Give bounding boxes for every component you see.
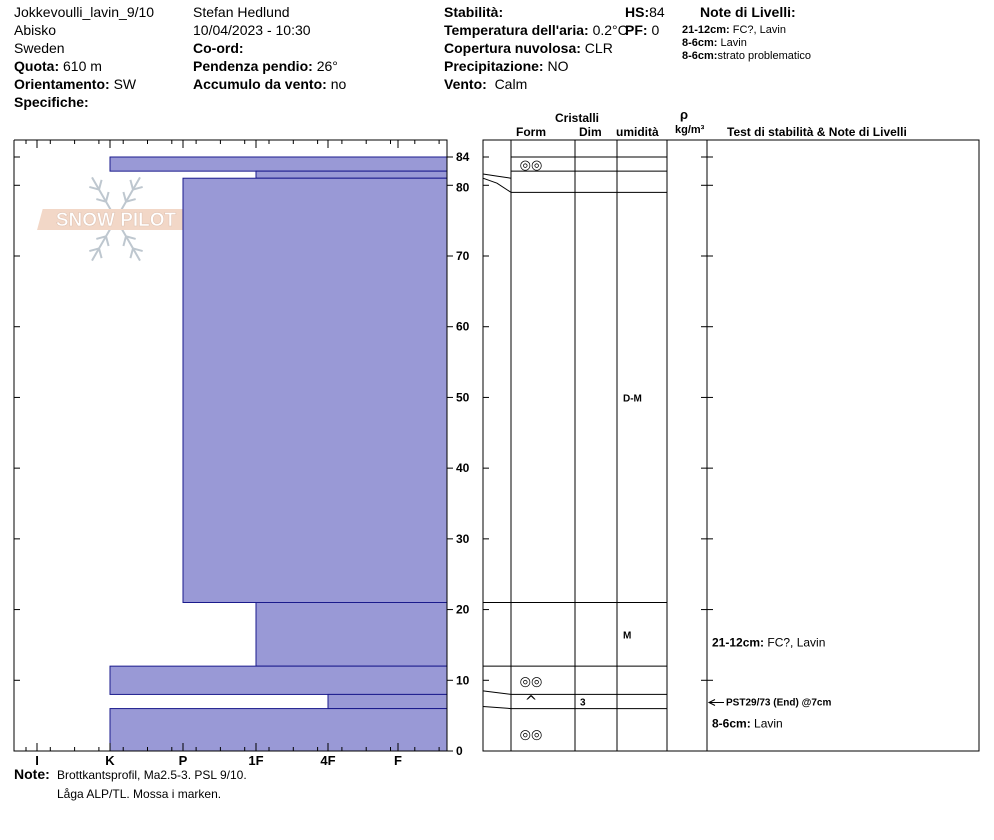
double-circle-icon: ◎◎ <box>519 674 543 690</box>
aspect: Orientamento: SW <box>14 76 137 92</box>
hardness-bar <box>328 694 447 708</box>
precipitation: Precipitazione: NO <box>444 58 569 74</box>
hardness-bar <box>110 666 447 694</box>
double-circle-icon: ◎◎ <box>519 158 543 174</box>
svg-text:SNOW PILOT: SNOW PILOT <box>55 210 177 231</box>
footer-notes-line-1: Brottkantsprofil, Ma2.5-3. PSL 9/10. <box>57 768 247 782</box>
height-tick-label: 80 <box>456 180 470 195</box>
height-tick-label: 84 <box>456 150 470 164</box>
hardness-bar <box>183 178 447 602</box>
snowflake-branch <box>130 248 133 258</box>
hardness-bar <box>110 709 447 751</box>
stability: Stabilità: <box>444 4 504 20</box>
grain-size-value: 3 <box>580 697 586 709</box>
height-tick-label: 20 <box>456 602 470 617</box>
height-tick-label: 10 <box>456 673 470 688</box>
hardness-tick-label: 4F <box>320 753 336 768</box>
hardness-bar <box>110 157 447 171</box>
density-unit-header: kg/m³ <box>675 124 705 136</box>
height-tick-label: 60 <box>456 319 470 334</box>
layer-note-1: 21-12cm: FC?, Lavin <box>682 24 786 36</box>
layer-connector-line <box>483 691 511 695</box>
elevation: Quota: 610 m <box>14 58 102 74</box>
snowflake-branch <box>106 192 109 202</box>
stability-notes-header: Test di stabilità & Note di Livelli <box>727 125 907 139</box>
snowflake-branch <box>99 180 102 190</box>
specifics: Specifiche: <box>14 94 89 110</box>
layer-notes-title: Note di Livelli: <box>700 4 796 20</box>
hardness-tick-label: 1F <box>248 753 264 768</box>
wind: Vento: Calm <box>444 76 528 92</box>
height-tick-label: 0 <box>456 744 463 758</box>
location: Abisko <box>14 22 57 38</box>
layer-note-2: 8-6cm: Lavin <box>682 37 747 49</box>
height-tick-label: 30 <box>456 531 470 546</box>
hardness-tick-label: P <box>178 753 188 768</box>
hardness-tick-label: I <box>35 753 39 768</box>
form-header: Form <box>516 125 546 139</box>
height-tick-label: 70 <box>456 249 470 263</box>
penetration-foot: PF: 0 <box>625 22 660 38</box>
moisture-value: D-M <box>623 393 642 405</box>
layer-connector-line <box>483 706 511 708</box>
footer-notes-line-2: Låga ALP/TL. Mossa i marken. <box>57 787 222 801</box>
crystals-header: Cristalli <box>555 111 600 125</box>
air-temperature: Temperatura dell'aria: 0.2°C <box>444 22 628 38</box>
hardness-bar <box>256 171 447 178</box>
rho-header: ρ <box>680 107 689 122</box>
hardness-bar <box>256 603 447 667</box>
stability-test-note: PST29/73 (End) @7cm <box>726 697 832 709</box>
slope-angle: Pendenza pendio: 26° <box>193 58 338 74</box>
profile-frame-border <box>483 140 979 751</box>
double-circle-icon: ◎◎ <box>519 727 543 743</box>
observer: Stefan Hedlund <box>193 4 290 20</box>
footer-notes-label: Note: <box>14 766 50 782</box>
snowflake-branch <box>123 236 126 246</box>
snow-height: HS:84 <box>625 4 665 20</box>
coordinates: Co-ord: <box>193 40 244 56</box>
snowflake-branch <box>106 236 109 246</box>
snowflake-branch <box>123 192 126 202</box>
hardness-tick-label: K <box>105 753 115 768</box>
hardness-tick-label: F <box>394 753 402 768</box>
site-name: Jokkevoulli_lavin_9/10 <box>14 4 155 20</box>
moisture-header: umidità <box>616 125 659 139</box>
height-tick-label: 50 <box>456 390 470 405</box>
snowflake-branch <box>99 248 102 258</box>
wind-loading: Accumulo da vento: no <box>193 76 347 92</box>
cloud-cover: Copertura nuvolosa: CLR <box>444 40 613 56</box>
datetime: 10/04/2023 - 10:30 <box>193 22 311 38</box>
height-tick-label: 40 <box>456 461 470 476</box>
layer-note-3: 8-6cm:strato problematico <box>682 50 812 62</box>
snowpilot-logo <box>37 177 195 260</box>
stability-layer-note: 21-12cm: FC?, Lavin <box>712 635 826 650</box>
moisture-value: M <box>623 630 632 642</box>
layer-connector-line <box>483 174 511 178</box>
depth-hoar-icon: ^ <box>524 692 538 711</box>
size-header: Dim <box>579 125 602 139</box>
snowflake-branch <box>130 180 133 190</box>
stability-layer-note: 8-6cm: Lavin <box>712 716 783 731</box>
country: Sweden <box>14 40 65 56</box>
